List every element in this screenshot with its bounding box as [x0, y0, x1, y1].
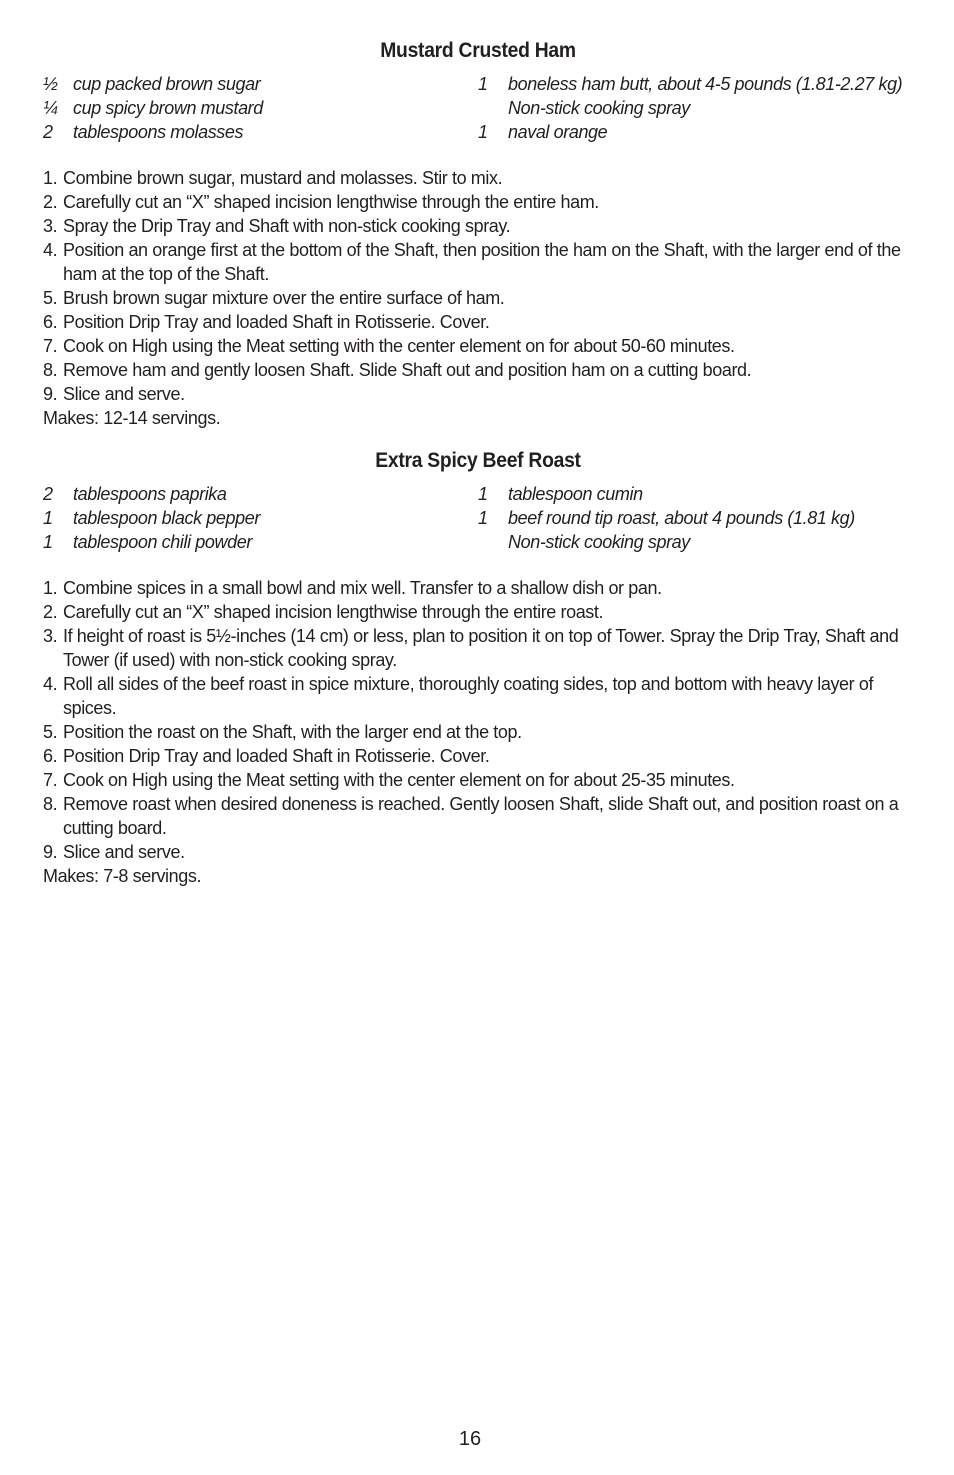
step-text: Position the roast on the Shaft, with the larger end at the top. [63, 722, 522, 742]
ingredient-item [478, 96, 913, 120]
step-text: Combine brown sugar, mustard and molasses. Stir to mix. [63, 168, 503, 188]
ingredient-item [478, 120, 913, 144]
instruction-steps [43, 576, 913, 864]
instruction-step [43, 576, 913, 600]
step-text: Slice and serve. [63, 384, 185, 404]
page-number: 16 [458, 1428, 482, 1450]
recipe-mustard-crusted-ham [43, 36, 913, 430]
step-text: Cook on High using the Meat setting with the center element on for about 50-60 minutes. [63, 336, 735, 356]
instruction-step [43, 310, 913, 334]
step-number: 8. [43, 794, 58, 814]
step-text: Position Drip Tray and loaded Shaft in Rotisserie. Cover. [63, 746, 490, 766]
instruction-step [43, 600, 913, 624]
ingredient-item [43, 72, 478, 96]
ingredient-quantity: ½ [43, 74, 58, 94]
instruction-step [43, 840, 913, 864]
ingredient-quantity: 1 [478, 122, 488, 142]
instruction-step [43, 214, 913, 238]
step-number: 6. [43, 746, 58, 766]
ingredient-list [43, 482, 913, 554]
ingredient-column-right [478, 482, 913, 554]
ingredient-text: tablespoon cumin [508, 484, 643, 504]
instruction-step [43, 286, 913, 310]
ingredient-text: naval orange [508, 122, 608, 142]
step-number: 4. [43, 674, 58, 694]
step-text: Position Drip Tray and loaded Shaft in Rotisserie. Cover. [63, 312, 490, 332]
ingredient-item [478, 72, 913, 96]
ingredient-text: tablespoons molasses [73, 122, 244, 142]
recipe-yield: Makes: 7-8 servings. [43, 866, 202, 886]
instruction-step [43, 334, 913, 358]
recipe-yield: Makes: 12-14 servings. [43, 408, 221, 428]
ingredient-text: Non-stick cooking spray [508, 532, 690, 552]
ingredient-item [43, 506, 478, 530]
instruction-steps [43, 166, 913, 406]
step-text: Remove roast when desired doneness is reached. Gently loosen Shaft, slide Shaft out, and position roast on a cutting board. [63, 794, 899, 838]
step-text: Remove ham and gently loosen Shaft. Slide Shaft out and position ham on a cutting board. [63, 360, 752, 380]
step-number: 1. [43, 578, 58, 598]
step-number: 2. [43, 192, 58, 212]
recipe-title: Mustard Crusted Ham [380, 39, 576, 62]
page-content [43, 36, 913, 888]
instruction-step [43, 358, 913, 382]
step-text: Brush brown sugar mixture over the entire surface of ham. [63, 288, 505, 308]
instruction-step [43, 624, 913, 672]
ingredient-quantity: 1 [478, 508, 488, 528]
ingredient-item [43, 530, 478, 554]
step-text: Slice and serve. [63, 842, 185, 862]
step-text: Spray the Drip Tray and Shaft with non-stick cooking spray. [63, 216, 511, 236]
ingredient-item [478, 506, 913, 530]
instruction-step [43, 190, 913, 214]
step-text: Carefully cut an “X” shaped incision lengthwise through the entire ham. [63, 192, 599, 212]
instruction-step [43, 768, 913, 792]
instruction-step [43, 744, 913, 768]
step-number: 3. [43, 626, 58, 646]
step-text: Cook on High using the Meat setting with the center element on for about 25-35 minutes. [63, 770, 735, 790]
ingredient-text: boneless ham butt, about 4-5 pounds (1.81-2.27 kg) [508, 74, 903, 94]
ingredient-text: tablespoon black pepper [73, 508, 260, 528]
step-number: 6. [43, 312, 58, 332]
step-number: 8. [43, 360, 58, 380]
instruction-step [43, 166, 913, 190]
ingredient-item [43, 482, 478, 506]
instruction-step [43, 238, 913, 286]
ingredient-quantity: 1 [43, 532, 53, 552]
instruction-step [43, 672, 913, 720]
ingredient-quantity: 1 [478, 74, 488, 94]
ingredient-text: tablespoon chili powder [73, 532, 252, 552]
step-number: 7. [43, 336, 58, 356]
step-text: Roll all sides of the beef roast in spice mixture, thoroughly coating sides, top and bottom with heavy layer of spices. [63, 674, 874, 718]
ingredient-quantity: 1 [478, 484, 488, 504]
ingredient-text: cup packed brown sugar [73, 74, 261, 94]
ingredient-quantity [478, 96, 508, 120]
instruction-step [43, 382, 913, 406]
ingredient-text: cup spicy brown mustard [73, 98, 263, 118]
ingredient-text: Non-stick cooking spray [508, 98, 690, 118]
ingredient-list [43, 72, 913, 144]
recipe-title: Extra Spicy Beef Roast [375, 449, 581, 472]
ingredient-item [478, 530, 913, 554]
ingredient-column-left [43, 72, 478, 144]
step-number: 1. [43, 168, 58, 188]
ingredient-column-right [478, 72, 913, 144]
step-number: 9. [43, 384, 58, 404]
instruction-step [43, 792, 913, 840]
ingredient-text: tablespoons paprika [73, 484, 227, 504]
step-number: 3. [43, 216, 58, 236]
recipe-extra-spicy-beef-roast [43, 446, 913, 888]
step-text: Position an orange first at the bottom of the Shaft, then position the ham on the Shaft, with the larger end of the ham at the top of the Shaft. [63, 240, 901, 284]
step-number: 5. [43, 288, 58, 308]
step-number: 4. [43, 240, 58, 260]
ingredient-quantity: 1 [43, 508, 53, 528]
ingredient-quantity: 2 [43, 484, 53, 504]
step-number: 9. [43, 842, 58, 862]
ingredient-quantity: ¼ [43, 98, 58, 118]
step-text: Carefully cut an “X” shaped incision lengthwise through the entire roast. [63, 602, 604, 622]
ingredient-text: beef round tip roast, about 4 pounds (1.81 kg) [508, 508, 855, 528]
step-number: 5. [43, 722, 58, 742]
ingredient-item [43, 96, 478, 120]
ingredient-column-left [43, 482, 478, 554]
ingredient-item [478, 482, 913, 506]
ingredient-item [43, 120, 478, 144]
step-text: Combine spices in a small bowl and mix well. Transfer to a shallow dish or pan. [63, 578, 662, 598]
ingredient-quantity [478, 530, 508, 554]
step-number: 2. [43, 602, 58, 622]
ingredient-quantity: 2 [43, 122, 53, 142]
instruction-step [43, 720, 913, 744]
step-number: 7. [43, 770, 58, 790]
step-text: If height of roast is 5½-inches (14 cm) or less, plan to position it on top of Tower. Spray the Drip Tray, Shaft and Tower (if used) with non-stick cooking spray. [63, 626, 899, 670]
